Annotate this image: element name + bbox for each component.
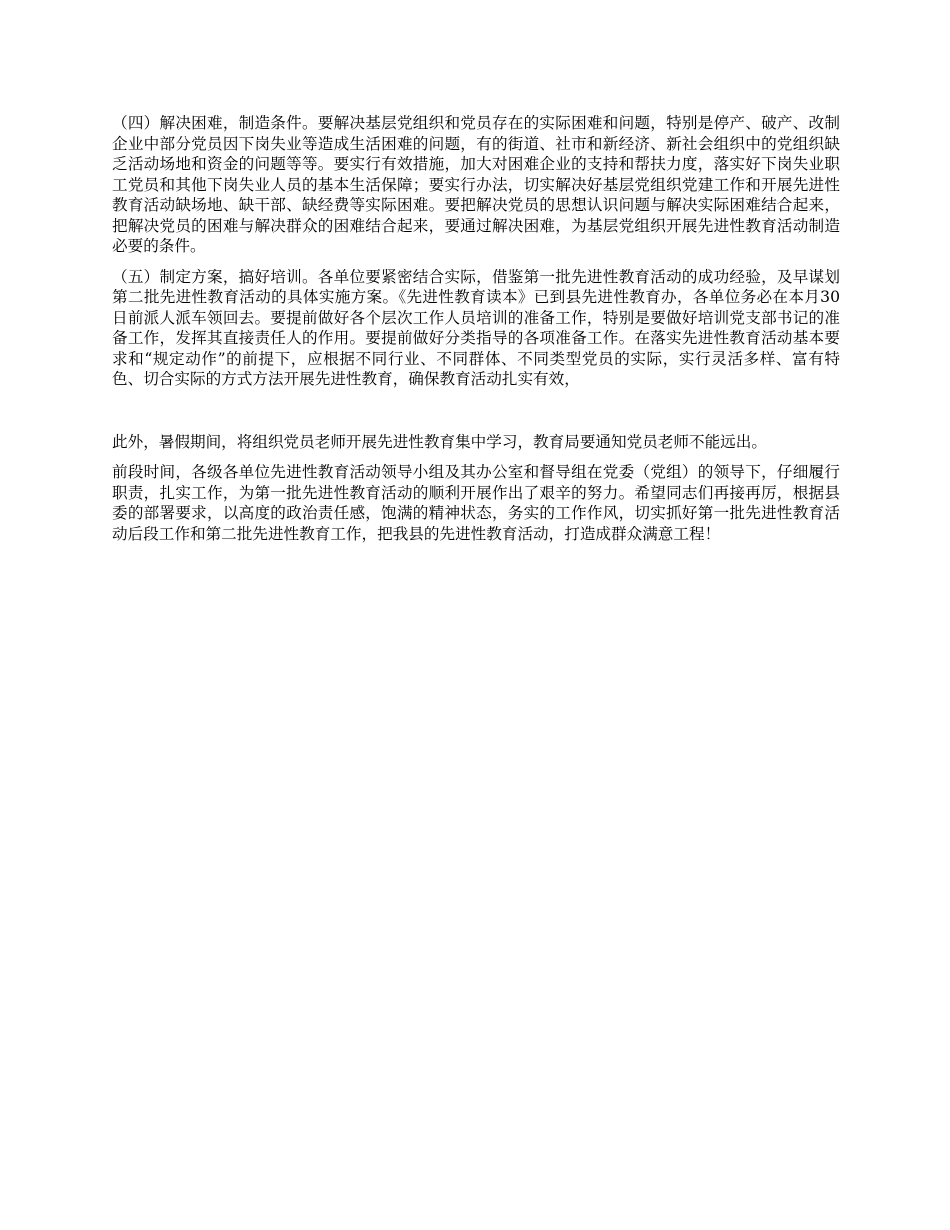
paragraph-resolve-difficulties: （四）解决困难，制造条件。要解决基层党组织和党员存在的实际困难和问题，特别是停产、破产、改制企业中部分党员因下岗失业等造成生活困难的问题，有的街道、社市和新经济、新社会组织中的党组织缺乏活动场地和资金的问题等等。要实行有效措施，加大对困难企业的支持和帮扶力度，落实好下岗失业职工党员和其他下岗失业人员的基本生活保障；要实行办法，切实解决好基层党组织党建工作和开展先进性教育活动缺场地、缺干部、缺经费等实际困难。要把解决党员的思想认识问题与解决实际困难结合起来，把解决党员的困难与解决群众的困难结合起来，要通过解决困难，为基层党组织开展先进性教育活动制造必要的条件。 xyxy=(112,114,840,255)
paragraph-summer-study: 此外，暑假期间，将组织党员老师开展先进性教育集中学习，教育局要通知党员老师不能远出。 xyxy=(112,432,767,451)
paragraph-spacer xyxy=(112,400,840,432)
document-body xyxy=(112,113,840,554)
paragraph-conclusion: 前段时间，各级各单位先进性教育活动领导小组及其办公室和督导组在党委（党组）的领导下，仔细履行职责，扎实工作，为第一批先进性教育活动的顺利开展作出了艰辛的努力。希望同志们再接再厉，根据县委的部署要求，以高度的政治责任感，饱满的精神状态，务实的工作作风，切实抓好第一批先进性教育活动后段工作和第二批先进性教育工作，把我县的先进性教育活动，打造成群众满意工程！ xyxy=(112,463,840,543)
paragraph-plan-and-training: （五）制定方案，搞好培训。各单位要紧密结合实际，借鉴第一批先进性教育活动的成功经验，及早谋划第二批先进性教育活动的具体实施方案。《先进性教育读本》已到县先进性教育办，各单位务必在本月30日前派人派车领回去。要提前做好各个层次工作人员培训的准备工作，特别是要做好培训党支部书记的准备工作，发挥其直接责任人的作用。要提前做好分类指导的各项准备工作。在落实先进性教育活动基本要求和“规定动作”的前提下，应根据不同行业、不同群体、不同类型党员的实际，实行灵活多样、富有特色、切合实际的方式方法开展先进性教育，确保教育活动扎实有效， xyxy=(112,267,840,388)
